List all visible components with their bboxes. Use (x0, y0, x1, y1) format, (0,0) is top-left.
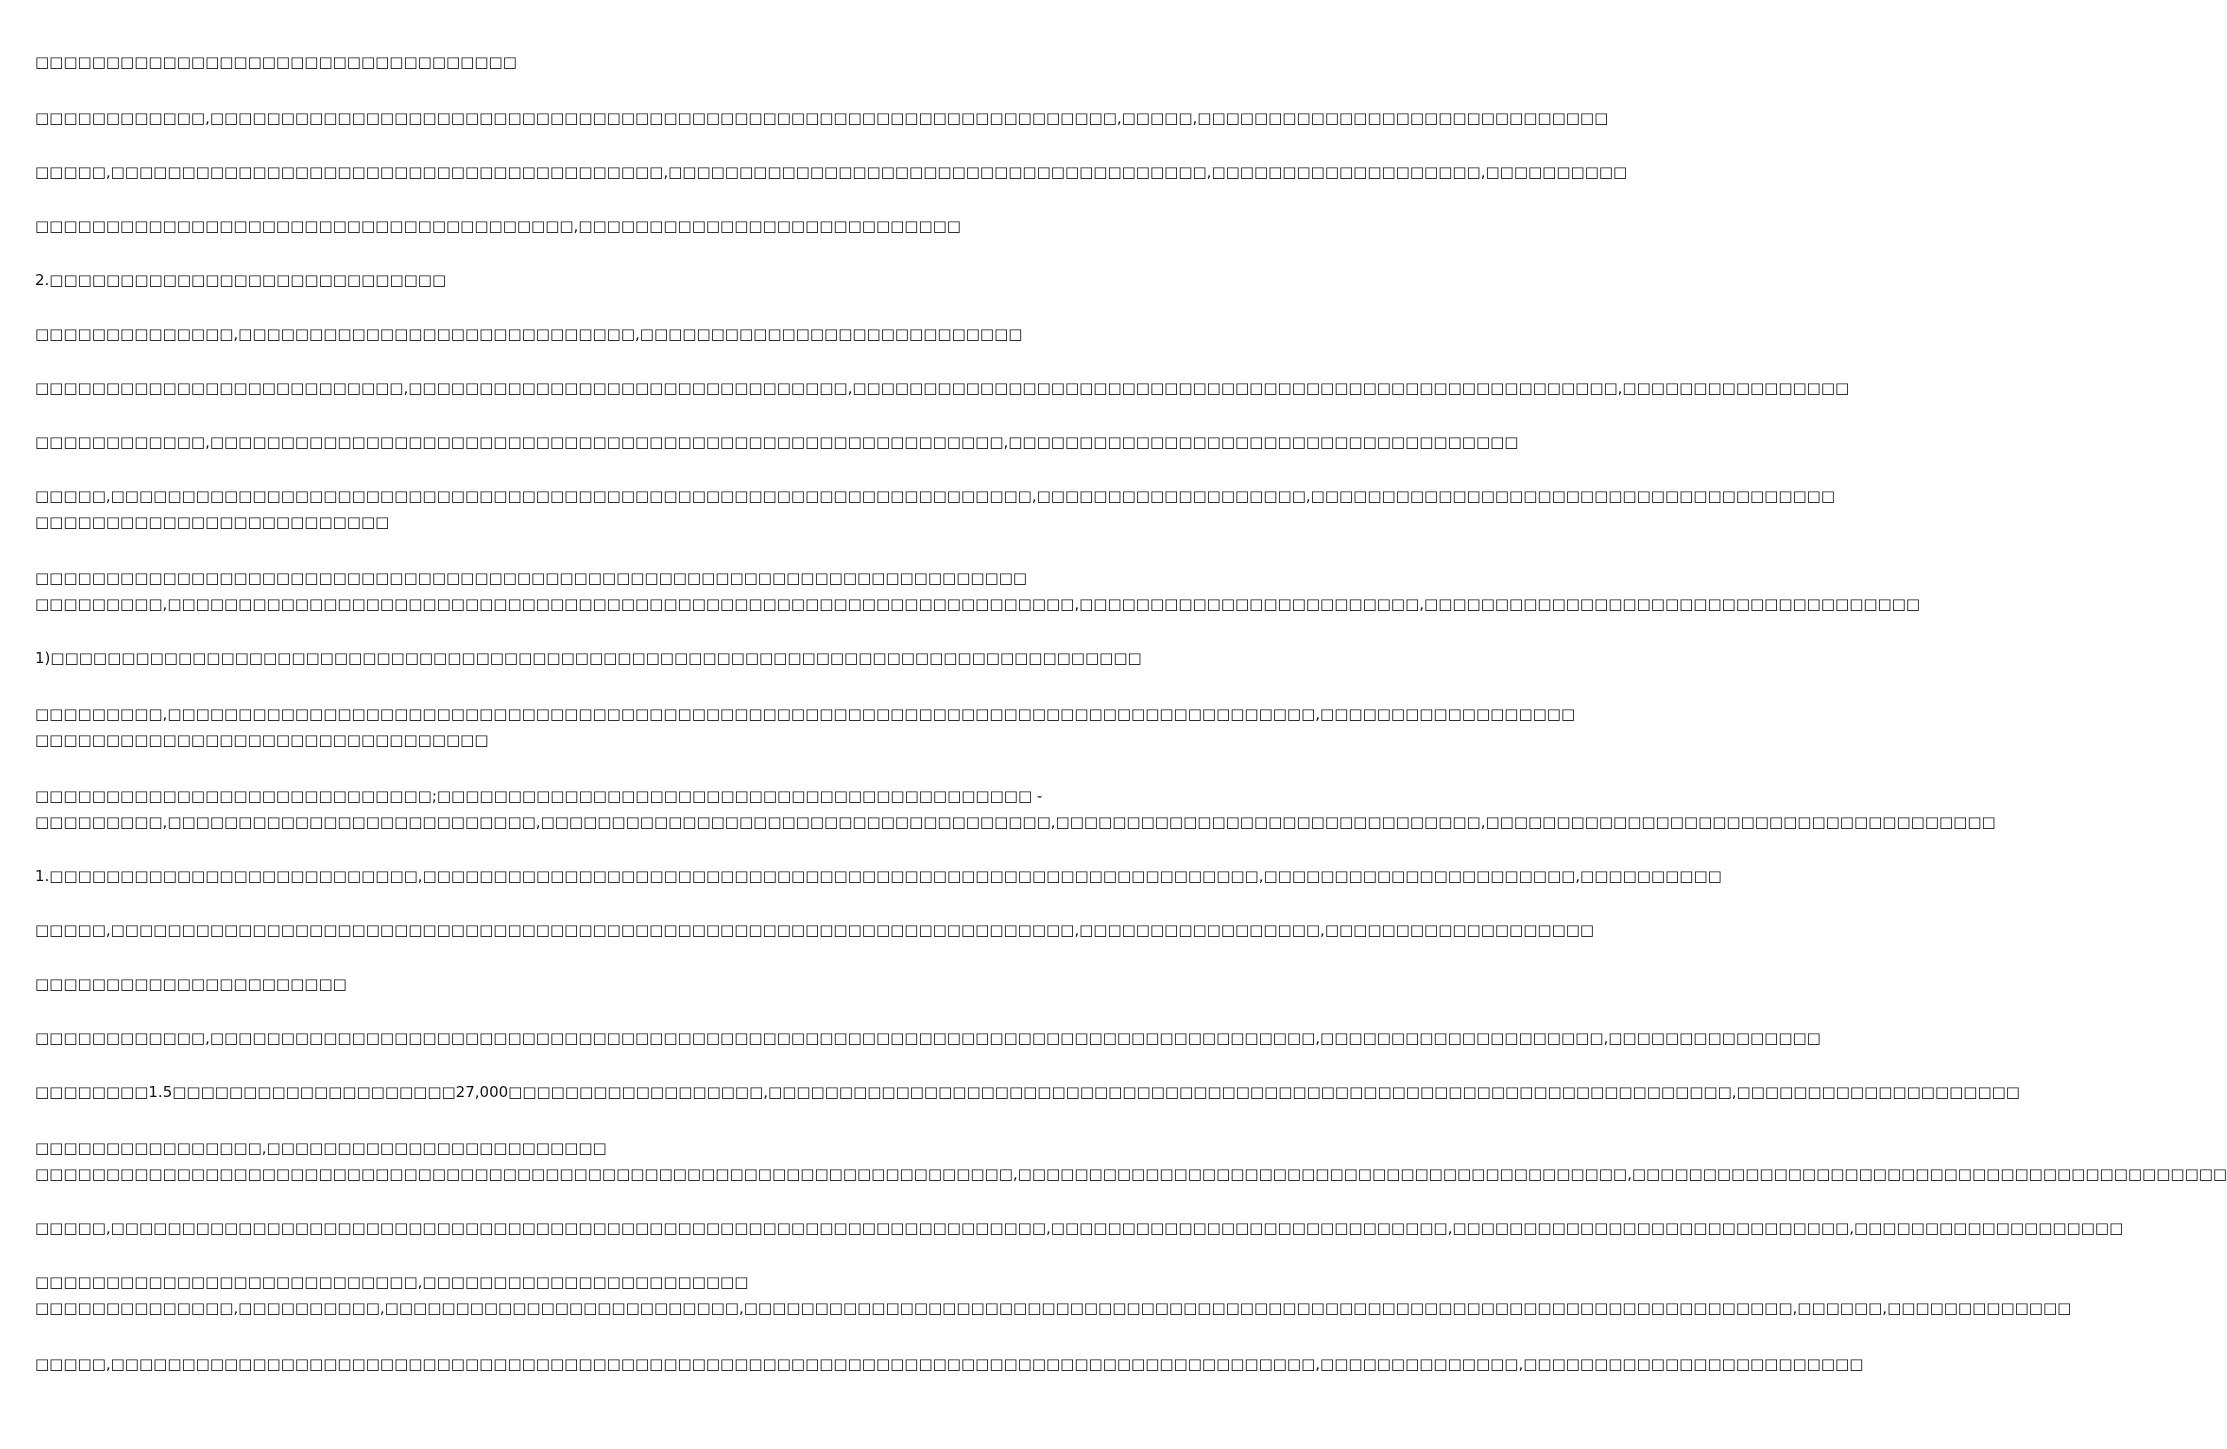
text-line: □□□□□□□□1.5□□□□□□□□□□□□□□□□□□□□27,000□□□□□□□□□□□□□□□□□□,□□□□□□□□□□□□□□□□□□□□□□□□□□□□□□□□□□□□□□□□□□□□□□□□□□□□□□□□□□□□□□□□□□□□,□□□□□□□□□□□□□□□□□□□□ (35, 1083, 2020, 1101)
text-line: □□□□□□□□□,□□□□□□□□□□□□□□□□□□□□□□□□□□,□□□□□□□□□□□□□□□□□□□□□□□□□□□□□□□□□□□□,□□□□□□□□□□□□□□□□□□□□□□□□□□□□□□,□□□□□□□□□□□□□□□□□□□□□□□□□□□□□□□□□□□□ (35, 813, 1996, 831)
text-line: □□□□□□□□□□□□□□□□□□□□□□□□□□□□□□□□ (35, 731, 489, 749)
text-line: □□□□□□□□□□□□□□□□□□□□□□□□□□□□□□□□□□□□□□□□□□□□□□□□□□□□□□□□□□□□□□□□□□□□□□ (35, 569, 1028, 587)
text-line: □□□□□□□□□□□□□□□□□□□□□□□□□□,□□□□□□□□□□□□□□□□□□□□□□□□□□□□□□□,□□□□□□□□□□□□□□□□□□□□□□□□□□□□□□□□□□□□□□□□□□□□□□□□□□□□□□,□□□□□□□□□□□□□□□□ (35, 379, 1850, 397)
text-line: □□□□□□□□□□□□□□□□□□□□□□□□□□□□□□□□□□□□□□,□□□□□□□□□□□□□□□□□□□□□□□□□□□ (35, 217, 961, 235)
text-line: □□□□□□□□□□□□□□,□□□□□□□□□□□□□□□□□□□□□□□□□□□□,□□□□□□□□□□□□□□□□□□□□□□□□□□□ (35, 325, 1023, 343)
text-line: □□□□□□□□□□□□□□□□,□□□□□□□□□□□□□□□□□□□□□□□□ (35, 1139, 607, 1157)
text-line: □□□□□,□□□□□□□□□□□□□□□□□□□□□□□□□□□□□□□□□□□□□□□□□□□□□□□□□□□□□□□□□□□□□□□□□,□□□□□□□□□□□□□□□□□□□,□□□□□□□□□□□□□□□□□□□□□□□□□□□□□□□□□□□□□ (35, 487, 1836, 505)
text-line: □□□□□□□□□□□□□□□□□□□□□□□□□□□□;□□□□□□□□□□□□□□□□□□□□□□□□□□□□□□□□□□□□□□□□□□ - (35, 787, 1043, 805)
text-line: □□□□□□□□□,□□□□□□□□□□□□□□□□□□□□□□□□□□□□□□□□□□□□□□□□□□□□□□□□□□□□□□□□□□□□□□□□,□□□□□□□□□□□□□□□□□□□□□□□□,□□□□□□□□□□□□□□□□□□□□□□□□□□□□□□□□□□□ (35, 595, 1921, 613)
text-line: □□□□□□□□□□□□□□□□□□□□□□□□□ (35, 513, 390, 531)
text-line: □□□□□□□□□□□□□□□□□□□□□□ (35, 975, 347, 993)
text-line: □□□□□,□□□□□□□□□□□□□□□□□□□□□□□□□□□□□□□□□□□□□□□□□□□□□□□□□□□□□□□□□□□□□□□□□□□□,□□□□□□□□□□□□□□□□□,□□□□□□□□□□□□□□□□□□□ (35, 921, 1595, 939)
text-line: □□□□□,□□□□□□□□□□□□□□□□□□□□□□□□□□□□□□□□□□□□□□□□□□□□□□□□□□□□□□□□□□□□□□□□□□,□□□□□□□□□□□□□□□□□□□□□□□□□□□□,□□□□□□□□□□□□□□□□□□□□□□□□□□□□,□□□□□□□□□□□□□□□□□□□ (35, 1219, 2124, 1237)
text-line: □□□□□□□□□□□□□□,□□□□□□□□□□,□□□□□□□□□□□□□□□□□□□□□□□□□,□□□□□□□□□□□□□□□□□□□□□□□□□□□□□□□□□□□□□□□□□□□□□□□□□□□□□□□□□□□□□□□□□□□□□□□□□□,□□□□□□,□□□□□□□□□□□□□ (35, 1299, 2072, 1317)
text-line: □□□□□□□□□□□□□□□□□□□□□□□□□□□□□□□□□□ (35, 53, 517, 71)
text-line: 2.□□□□□□□□□□□□□□□□□□□□□□□□□□□□ (35, 271, 447, 289)
text-line: 1.□□□□□□□□□□□□□□□□□□□□□□□□□□,□□□□□□□□□□□□□□□□□□□□□□□□□□□□□□□□□□□□□□□□□□□□□□□□□□□□□□□□□□□,□□□□□□□□□□□□□□□□□□□□□□,□□□□□□□□□□ (35, 867, 1722, 885)
text-line: 1)□□□□□□□□□□□□□□□□□□□□□□□□□□□□□□□□□□□□□□□□□□□□□□□□□□□□□□□□□□□□□□□□□□□□□□□□□□□□□ (35, 649, 1142, 667)
text-line: □□□□□□□□□□□□□□□□□□□□□□□□□□□□□□□□□□□□□□□□□□□□□□□□□□□□□□□□□□□□□□□□□□□□□,□□□□□□□□□□□□□□□□□□□□□□□□□□□□□□□□□□□□□□□□□□□,□□□□□□□□□□□□□□□□□□□□□□□□□□□□□□□□□□□□□□□□□□ (35, 1165, 2227, 1183)
text-line: □□□□□□□□□□□□,□□□□□□□□□□□□□□□□□□□□□□□□□□□□□□□□□□□□□□□□□□□□□□□□□□□□□□□□□□□□□□□□,□□□□□,□□□□□□□□□□□□□□□□□□□□□□□□□□□□□ (35, 109, 1609, 127)
text-line: □□□□□□□□□□□□,□□□□□□□□□□□□□□□□□□□□□□□□□□□□□□□□□□□□□□□□□□□□□□□□□□□□□□□□,□□□□□□□□□□□□□□□□□□□□□□□□□□□□□□□□□□□□ (35, 433, 1519, 451)
text-line: □□□□□,□□□□□□□□□□□□□□□□□□□□□□□□□□□□□□□□□□□□□□□,□□□□□□□□□□□□□□□□□□□□□□□□□□□□□□□□□□□□□□,□□□□□□□□□□□□□□□□□□□,□□□□□□□□□□ (35, 163, 1628, 181)
text-line: □□□□□,□□□□□□□□□□□□□□□□□□□□□□□□□□□□□□□□□□□□□□□□□□□□□□□□□□□□□□□□□□□□□□□□□□□□□□□□□□□□□□□□□□□□□,□□□□□□□□□□□□□□,□□□□□□□□□□□□□□□□□□□□□□□□ (35, 1355, 1864, 1373)
text-line: □□□□□□□□□□□□,□□□□□□□□□□□□□□□□□□□□□□□□□□□□□□□□□□□□□□□□□□□□□□□□□□□□□□□□□□□□□□□□□□□□□□□□□□□□□□,□□□□□□□□□□□□□□□□□□□□,□□□□□□□□□□□□□□□ (35, 1029, 1821, 1047)
text-line: □□□□□□□□□,□□□□□□□□□□□□□□□□□□□□□□□□□□□□□□□□□□□□□□□□□□□□□□□□□□□□□□□□□□□□□□□□□□□□□□□□□□□□□□□□□,□□□□□□□□□□□□□□□□□□ (35, 705, 1576, 723)
text-line: □□□□□□□□□□□□□□□□□□□□□□□□□□□,□□□□□□□□□□□□□□□□□□□□□□□ (35, 1273, 749, 1291)
